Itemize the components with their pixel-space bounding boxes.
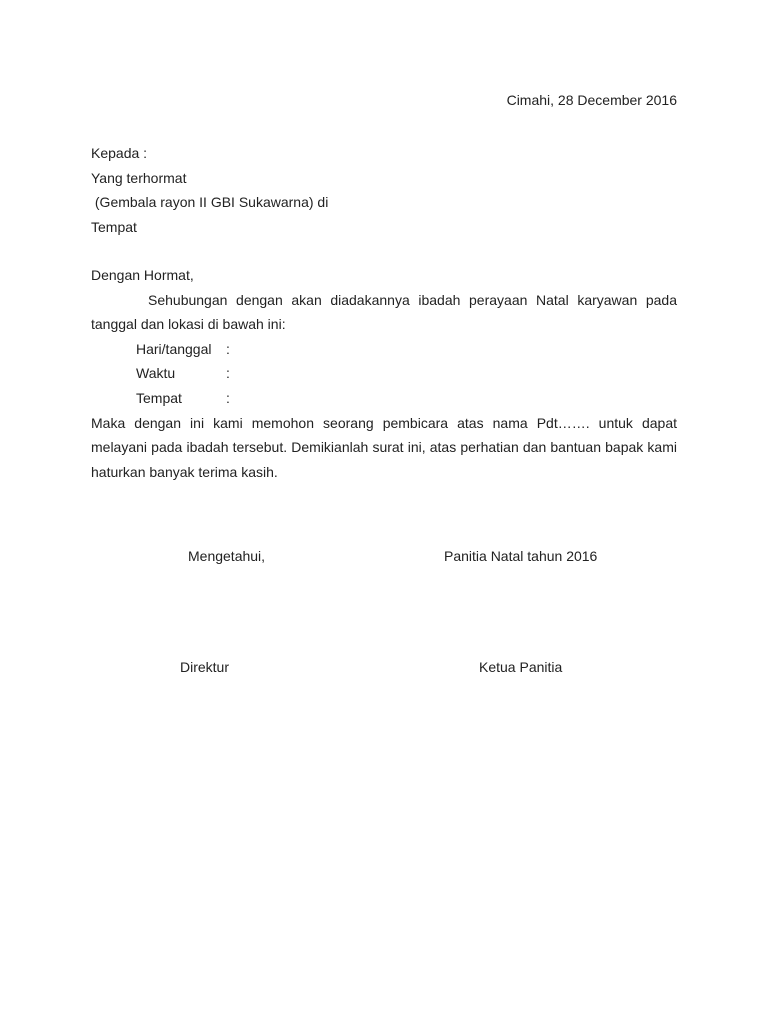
recipient-place: Tempat <box>91 218 137 235</box>
signature-right-title: Ketua Panitia <box>479 659 563 675</box>
detail-separator: : <box>226 389 230 406</box>
recipient-kepada: Kepada : <box>91 145 148 161</box>
detail-separator: : <box>226 340 230 357</box>
detail-separator: : <box>226 365 230 382</box>
recipient-block <box>91 141 328 239</box>
detail-tempat <box>91 386 677 411</box>
detail-hari-tanggal <box>91 337 677 362</box>
recipient-salutation: Yang terhormat <box>91 169 187 186</box>
detail-waktu <box>91 361 677 386</box>
detail-label: Hari/tanggal <box>136 340 212 357</box>
signature-left-header: Mengetahui, <box>188 548 266 564</box>
signature-left-title: Direktur <box>180 659 230 675</box>
recipient-name: (Gembala rayon II GBI Sukawarna) di <box>91 194 329 211</box>
detail-label: Tempat <box>136 389 182 406</box>
letter-body <box>91 263 677 484</box>
signature-right-header: Panitia Natal tahun 2016 <box>444 548 598 564</box>
letter-date: Cimahi, 28 December 2016 <box>506 92 677 108</box>
detail-label: Waktu <box>136 365 176 382</box>
greeting: Dengan Hormat, <box>91 267 194 283</box>
closing-paragraph: Maka dengan ini kami memohon seorang pembicara atas nama Pdt……. untuk dapat melayani pada ibadah tersebut. Demikianlah surat ini, atas perhatian dan bantuan bapak kami haturkan banyak terima kasih. <box>91 414 677 480</box>
intro-paragraph: Sehubungan dengan akan diadakannya ibadah perayaan Natal karyawan pada tanggal dan lokasi di bawah ini: <box>91 291 677 333</box>
